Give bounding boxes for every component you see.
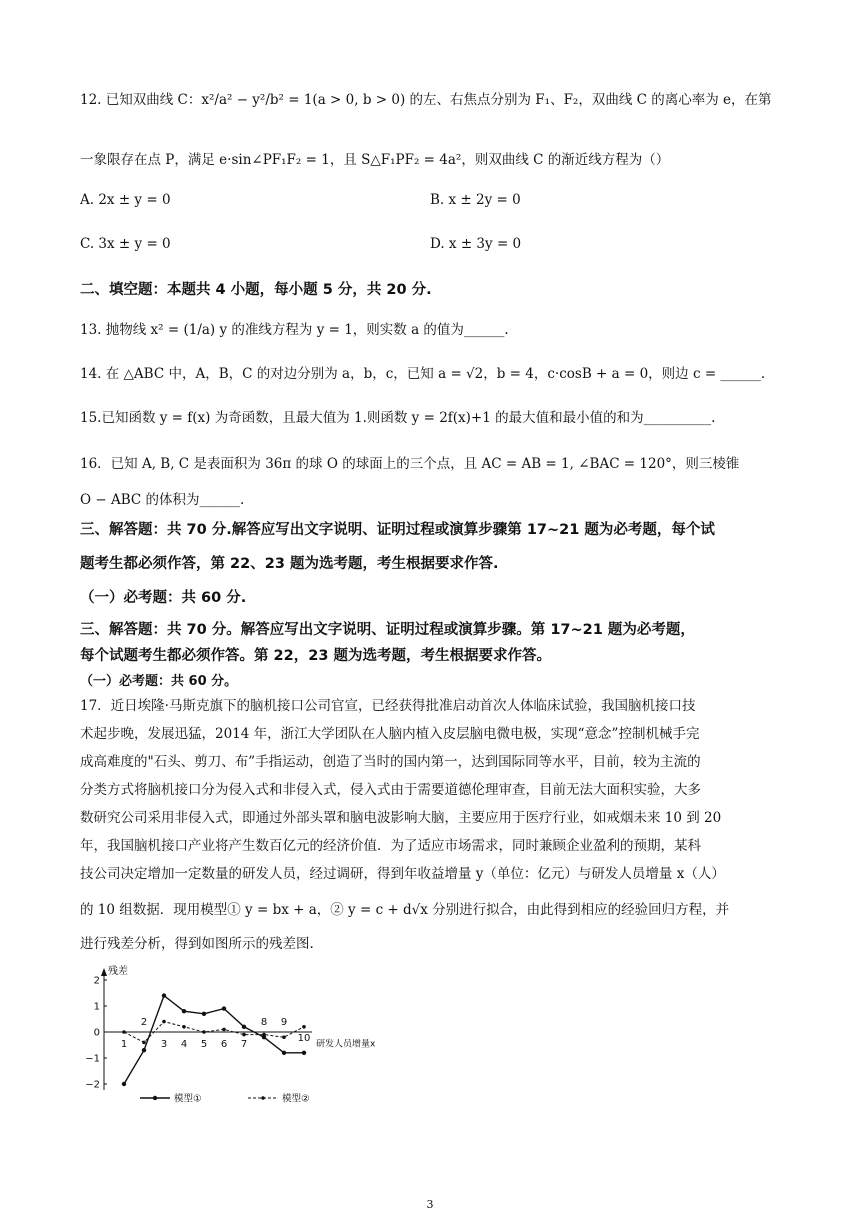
section3b-line3: （一）必考题：共 60 分。: [80, 674, 238, 689]
x-tick-label: 10: [297, 1033, 311, 1045]
series-model1-point: [162, 993, 166, 997]
y-tick-label: 0: [93, 1027, 100, 1039]
y-axis-arrow: [101, 968, 107, 976]
series-model2-point: [122, 1030, 126, 1034]
chart-series: [122, 993, 306, 1086]
q12-option-b: B. x ± 2y = 0: [430, 192, 521, 208]
q17-line3: 成高难度的"石头、剪刀、布”手指运动，创造了当时的国内第一，达到国际同等水平，目前，较为主流的: [80, 754, 701, 770]
q17-line2: 术起步晚，发展迅猛，2014 年，浙江大学团队在人脑内植入皮层脑电微电极，实现“意念”控制机械手完: [80, 726, 700, 742]
q17-line6: 年，我国脑机接口产业将产生数百亿元的经济价值．为了适应市场需求，同时兼顾企业盈利的预期，某科: [80, 838, 701, 854]
series-model1-point: [182, 1009, 186, 1013]
series-model1-line: [124, 996, 304, 1084]
legend-model2-marker: [261, 1096, 265, 1100]
x-tick-label: 6: [220, 1039, 228, 1050]
series-model1-point: [202, 1012, 206, 1016]
x-axis-label: 研发人员增量x: [316, 1039, 376, 1050]
x-tick-label: 7: [240, 1039, 248, 1050]
legend-model2-label: 模型②: [282, 1093, 310, 1105]
legend-model1-label: 模型①: [174, 1093, 202, 1105]
q16-line1: 16．已知 A, B, C 是表面积为 36π 的球 O 的球面上的三个点，且 AC = AB = 1, ∠BAC = 120°，则三棱锥: [80, 456, 740, 472]
series-model2-point: [262, 1033, 266, 1037]
y-tick-label: −1: [85, 1053, 100, 1065]
q12-line1: 12. 已知双曲线 C：x²/a² − y²/b² = 1(a > 0, b > 0) 的左、右焦点分别为 F₁、F₂，双曲线 C 的离心率为 e，在第: [80, 92, 772, 108]
series-model2-point: [162, 1020, 166, 1024]
q12-option-d: D. x ± 3y = 0: [430, 236, 522, 252]
series-model1-point: [122, 1082, 126, 1086]
series-model2-point: [242, 1033, 246, 1037]
x-tick-label: 1: [120, 1039, 128, 1050]
q17-line1: 17．近日埃隆·马斯克旗下的脑机接口公司官宣，已经获得批准启动首次人体临床试验，我国脑机接口技: [80, 698, 696, 714]
x-tick-label: 3: [160, 1039, 168, 1050]
series-model2-point: [222, 1028, 226, 1032]
series-model1-point: [282, 1051, 286, 1055]
y-tick-label: 2: [93, 975, 100, 987]
y-tick-label: 1: [93, 1001, 100, 1013]
section3a-line3: （一）必考题：共 60 分.: [80, 590, 247, 606]
section3a-line2: 题考生都必须作答，第 22、23 题为选考题，考生根据要求作答.: [80, 556, 499, 572]
legend-model1-marker: [153, 1096, 157, 1100]
x-tick-label: 2: [140, 1016, 148, 1028]
y-axis-label: 残差: [108, 966, 128, 977]
series-model1-point: [222, 1006, 226, 1010]
x-tick-label: 9: [280, 1016, 288, 1028]
section3b-line2: 每个试题考生都必须作答。第 22，23 题为选考题，考生根据要求作答。: [80, 648, 551, 664]
q12-line2: 一象限存在点 P，满足 e·sin∠PF₁F₂ = 1，且 S△F₁PF₂ = 4a²，则双曲线 C 的渐近线方程为（）: [80, 152, 670, 168]
series-model2-point: [142, 1041, 146, 1045]
series-model1-point: [302, 1051, 306, 1055]
q17-line-models: 的 10 组数据．现用模型① y = bx + a，② y = c + d√x 分别进行拟合，由此得到相应的经验回归方程，并: [80, 902, 730, 918]
x-tick-label: 4: [180, 1039, 188, 1050]
series-model1-point: [142, 1048, 146, 1052]
series-model2-point: [202, 1030, 206, 1034]
x-tick-label: 8: [260, 1016, 268, 1028]
section2-title: 二、填空题：本题共 4 小题，每小题 5 分，共 20 分.: [80, 282, 432, 298]
q17-line5: 数研究公司采用非侵入式，即通过外部头罩和脑电波影响大脑，主要应用于医疗行业，如戒烟未来 10 到 20: [80, 810, 722, 826]
section3a-line1: 三、解答题：共 70 分.解答应写出文字说明、证明过程或演算步骤第 17~21 题为必考题，每个试: [80, 522, 715, 538]
series-model2-point: [282, 1035, 286, 1039]
q14: 14. 在 △ABC 中，A，B，C 的对边分别为 a，b，c，已知 a = √2，b = 4，c·cosB + a = 0，则边 c = ______.: [80, 366, 766, 382]
q17-line7: 技公司决定增加一定数量的研发人员，经过调研，得到年收益增量 y（单位：亿元）与研发人员增量 x（人）: [80, 866, 725, 882]
q12-option-a: A. 2x ± y = 0: [80, 192, 171, 208]
chart-ticks: [85, 976, 310, 1091]
section3b-line1: 三、解答题：共 70 分。解答应写出文字说明、证明过程或演算步骤。第 17~21 题为必考题，: [80, 622, 695, 638]
q15: 15.已知函数 y = f(x) 为奇函数，且最大值为 1.则函数 y = 2f(x)+1 的最大值和最小值的和为__________.: [80, 410, 716, 426]
series-model2-point: [182, 1025, 186, 1029]
q17-line4: 分类方式将脑机接口分为侵入式和非侵入式，侵入式由于需要道德伦理审查，目前无法大面积实验，大多: [80, 782, 701, 798]
series-model1-point: [242, 1025, 246, 1029]
x-tick-label: 5: [200, 1039, 208, 1050]
q13: 13. 抛物线 x² = (1/a) y 的准线方程为 y = 1，则实数 a 的值为______.: [80, 322, 509, 338]
q17-line-last: 进行残差分析，得到如图所示的残差图.: [80, 936, 314, 952]
residual-chart: [80, 962, 376, 1112]
page-number: 3: [426, 1198, 434, 1211]
q16-line2: O − ABC 的体积为______.: [80, 492, 245, 508]
y-tick-label: −2: [85, 1079, 100, 1091]
q12-option-c: C. 3x ± y = 0: [80, 236, 171, 252]
series-model2-point: [302, 1025, 306, 1029]
chart-legend: [140, 1093, 310, 1105]
